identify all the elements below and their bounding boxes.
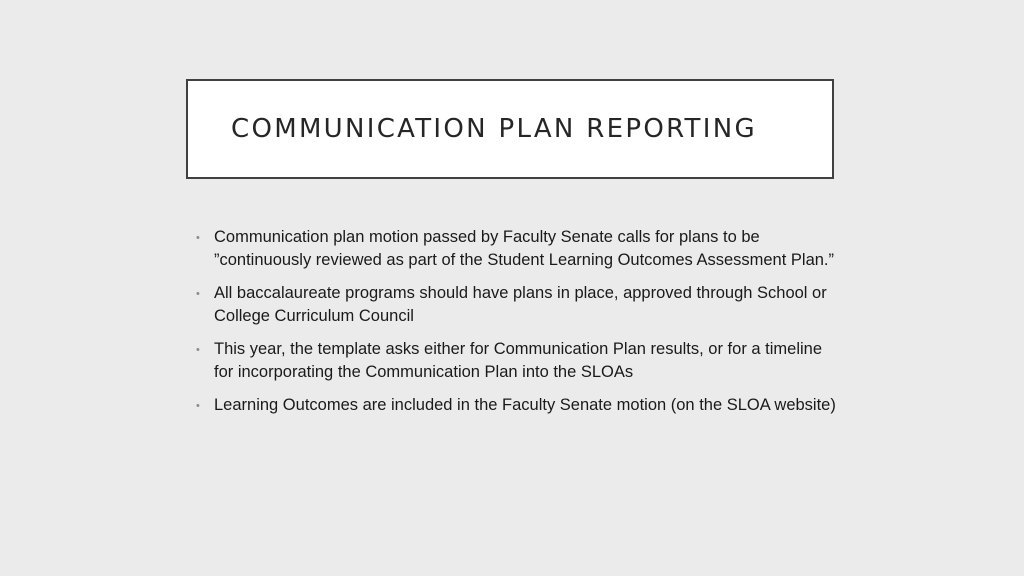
bullet-text: Communication plan motion passed by Faculty Senate calls for plans to be ”continuously reviewed as part of the Student Learning Outcomes Assessment Plan.” xyxy=(214,228,834,269)
bullet-text: Learning Outcomes are included in the Faculty Senate motion (on the SLOA website) xyxy=(214,396,836,414)
title-box xyxy=(186,79,834,179)
bullet-item xyxy=(196,282,836,328)
bullet-dot-icon: • xyxy=(196,344,200,356)
bullet-text: All baccalaureate programs should have plans in place, approved through School or College Curriculum Council xyxy=(214,284,827,325)
bullet-dot-icon: • xyxy=(196,232,200,244)
bullet-text: This year, the template asks either for Communication Plan results, or for a timeline for incorporating the Communication Plan into the SLOAs xyxy=(214,340,823,381)
bullet-item xyxy=(196,338,836,384)
bullet-list xyxy=(196,226,836,427)
bullet-dot-icon: • xyxy=(196,288,200,300)
bullet-dot-icon: • xyxy=(196,400,200,412)
bullet-item xyxy=(196,394,836,417)
slide-title: COMMUNICATION PLAN REPORTING xyxy=(231,114,757,144)
bullet-item xyxy=(196,226,836,272)
